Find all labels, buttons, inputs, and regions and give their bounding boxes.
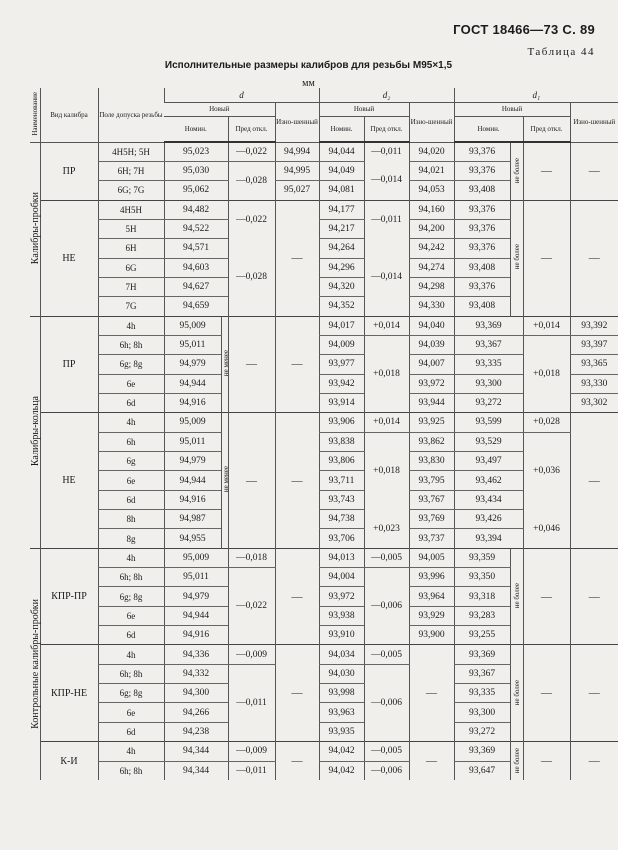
table-row: 6d 94,916 93,743 93,767 93,434 [30,490,618,509]
table-row: 6e 94,944 93,942 93,972 93,300 93,330 [30,374,618,393]
table-row: НЕ 4h 95,009 не менее — — 93,906 +0,014 93,925 93,599 +0,028 — [30,413,618,432]
table-row: 6G 94,603 94,296 94,274 93,408 [30,258,618,277]
note-ne-menee: не менее [221,316,228,413]
d1-dev-header: Пред откл. [523,116,570,142]
table-row: 7H 94,627 94,320 94,298 93,376 [30,277,618,296]
table-row: 6e 94,944 93,938 93,929 93,283 [30,606,618,625]
table-row: 8g 94,955 93,706 93,737 93,394 [30,529,618,548]
table-row: 5H 94,522 94,217 94,200 93,376 [30,219,618,238]
kind-kpr-ne: КПР-НЕ [40,645,98,742]
table-title: Исполнительные размеры калибров для резьбы М95×1,5 [164,60,453,71]
calibers-table [30,88,618,780]
group-label-plugs: Калибры-пробки [30,191,41,265]
kind-pr: ПР [40,316,98,413]
note-ne-bolee: не более [510,142,523,200]
kind-ne: НЕ [40,413,98,548]
table-row: 6H 94,571 —0,028 94,264 —0,014 94,242 93,376 [30,239,618,258]
table-row: 6h; 8h 95,011 94,009 +0,018 94,039 93,367 +0,018 93,397 [30,335,618,354]
table-row: 6d 94,238 93,935 93,272 [30,722,618,741]
table-row: 8h 94,987 94,738 +0,023 93,769 93,426 +0,046 [30,510,618,529]
kind-ne: НЕ [40,200,98,316]
table-row: 6d 94,916 93,914 93,944 93,272 93,302 [30,393,618,412]
d1-new-header: Новый [454,102,570,116]
table-row: 6d 94,916 93,910 93,900 93,255 [30,626,618,645]
table-row: К-И 4h 94,344 —0,009 — 94,042 —0,005 — 93,369 не более — — [30,742,618,761]
table-row: 6g; 8g 94,979 93,977 94,007 93,335 93,365 [30,355,618,374]
note-ne-menee: не менее [221,413,228,548]
table-row: Контрольные калибры-пробки КПР-ПР 4h 95,009 —0,018 — 94,013 —0,005 94,005 93,359 не более — — [30,548,618,567]
d2-worn-header: Изно-шенный [409,102,454,142]
table-row: 6G; 7G 95,062 95,027 94,081 94,053 93,408 [30,181,618,200]
d2-header: d₂ [319,88,454,102]
table-row: 7G 94,659 94,352 94,330 93,408 [30,297,618,316]
table-row: 6g; 8g 94,300 93,998 93,335 [30,684,618,703]
d1-header: d₁ [454,88,618,102]
note-ne-bolee: не более [510,742,523,781]
d-header: d [164,88,319,102]
table-row: 6h; 8h 94,344 —0,011 94,042 —0,006 93,647 [30,761,618,780]
table-row: 6h 95,011 93,838 +0,018 93,862 93,529 +0,036 [30,432,618,451]
table-row: 6e 94,944 93,711 93,795 93,462 [30,471,618,490]
table-row: НЕ 4H5H 94,482 —0,022 — 94,177 —0,011 94,160 93,376 не более — — [30,200,618,219]
note-ne-bolee: не более [510,645,523,742]
note-ne-bolee: не более [510,200,523,316]
d1-worn-header: Изно-шенный [570,102,618,142]
kind-ki: К-И [40,742,98,781]
tolerance-header: Поле допуска резьбы [98,88,164,142]
d-new-header: Новый [164,102,275,116]
group-label-control: Контрольные калибры-пробки [30,548,40,780]
note-ne-bolee: не более [510,548,523,645]
d-worn-header: Изно-шенный [275,102,319,142]
naming-header: Наименование [30,88,40,142]
table-row: 6h; 8h 95,011 —0,022 94,004 —0,006 93,996 93,350 [30,568,618,587]
kind-header: Вид калибра [40,88,98,142]
d2-dev-header: Пред откл. [364,116,409,142]
table-row: 6H; 7H 95,030 —0,028 94,995 94,049 —0,014 94,021 93,376 [30,161,618,180]
table-row: 6h; 8h 94,332 —0,011 94,030 —0,006 93,367 [30,664,618,683]
standard-header: ГОСТ 18466—73 С. 89 [453,22,595,37]
table-row: 6g 94,979 93,806 93,830 93,497 [30,452,618,471]
d-nom-header: Номин. [164,116,228,142]
group-label-rings: Калибры-кольца [30,316,40,548]
table-number: Таблица 44 [527,46,595,58]
d2-new-header: Новый [319,102,409,116]
kind-kpr-pr: КПР-ПР [40,548,98,645]
d-dev-header: Пред откл. [228,116,275,142]
kind-pr: ПР [40,142,98,200]
table-row: 6e 94,266 93,963 93,300 [30,703,618,722]
table-row: 6g; 8g 94,979 93,972 93,964 93,318 [30,587,618,606]
table-row: Калибры-кольца ПР 4h 95,009 не менее — — 94,017 +0,014 94,040 93,369 +0,014 93,392 [30,316,618,335]
d2-nom-header: Номин. [319,116,364,142]
table-row: Калибры-пробки ПР 4H5H; 5H 95,023 —0,022 94,994 94,044 —0,011 94,020 93,376 не более — — [30,142,618,161]
unit-label: мм [302,78,315,89]
d1-nom-header: Номин. [454,116,523,142]
table-row: КПР-НЕ 4h 94,336 —0,009 — 94,034 —0,005 — 93,369 не более — — [30,645,618,664]
